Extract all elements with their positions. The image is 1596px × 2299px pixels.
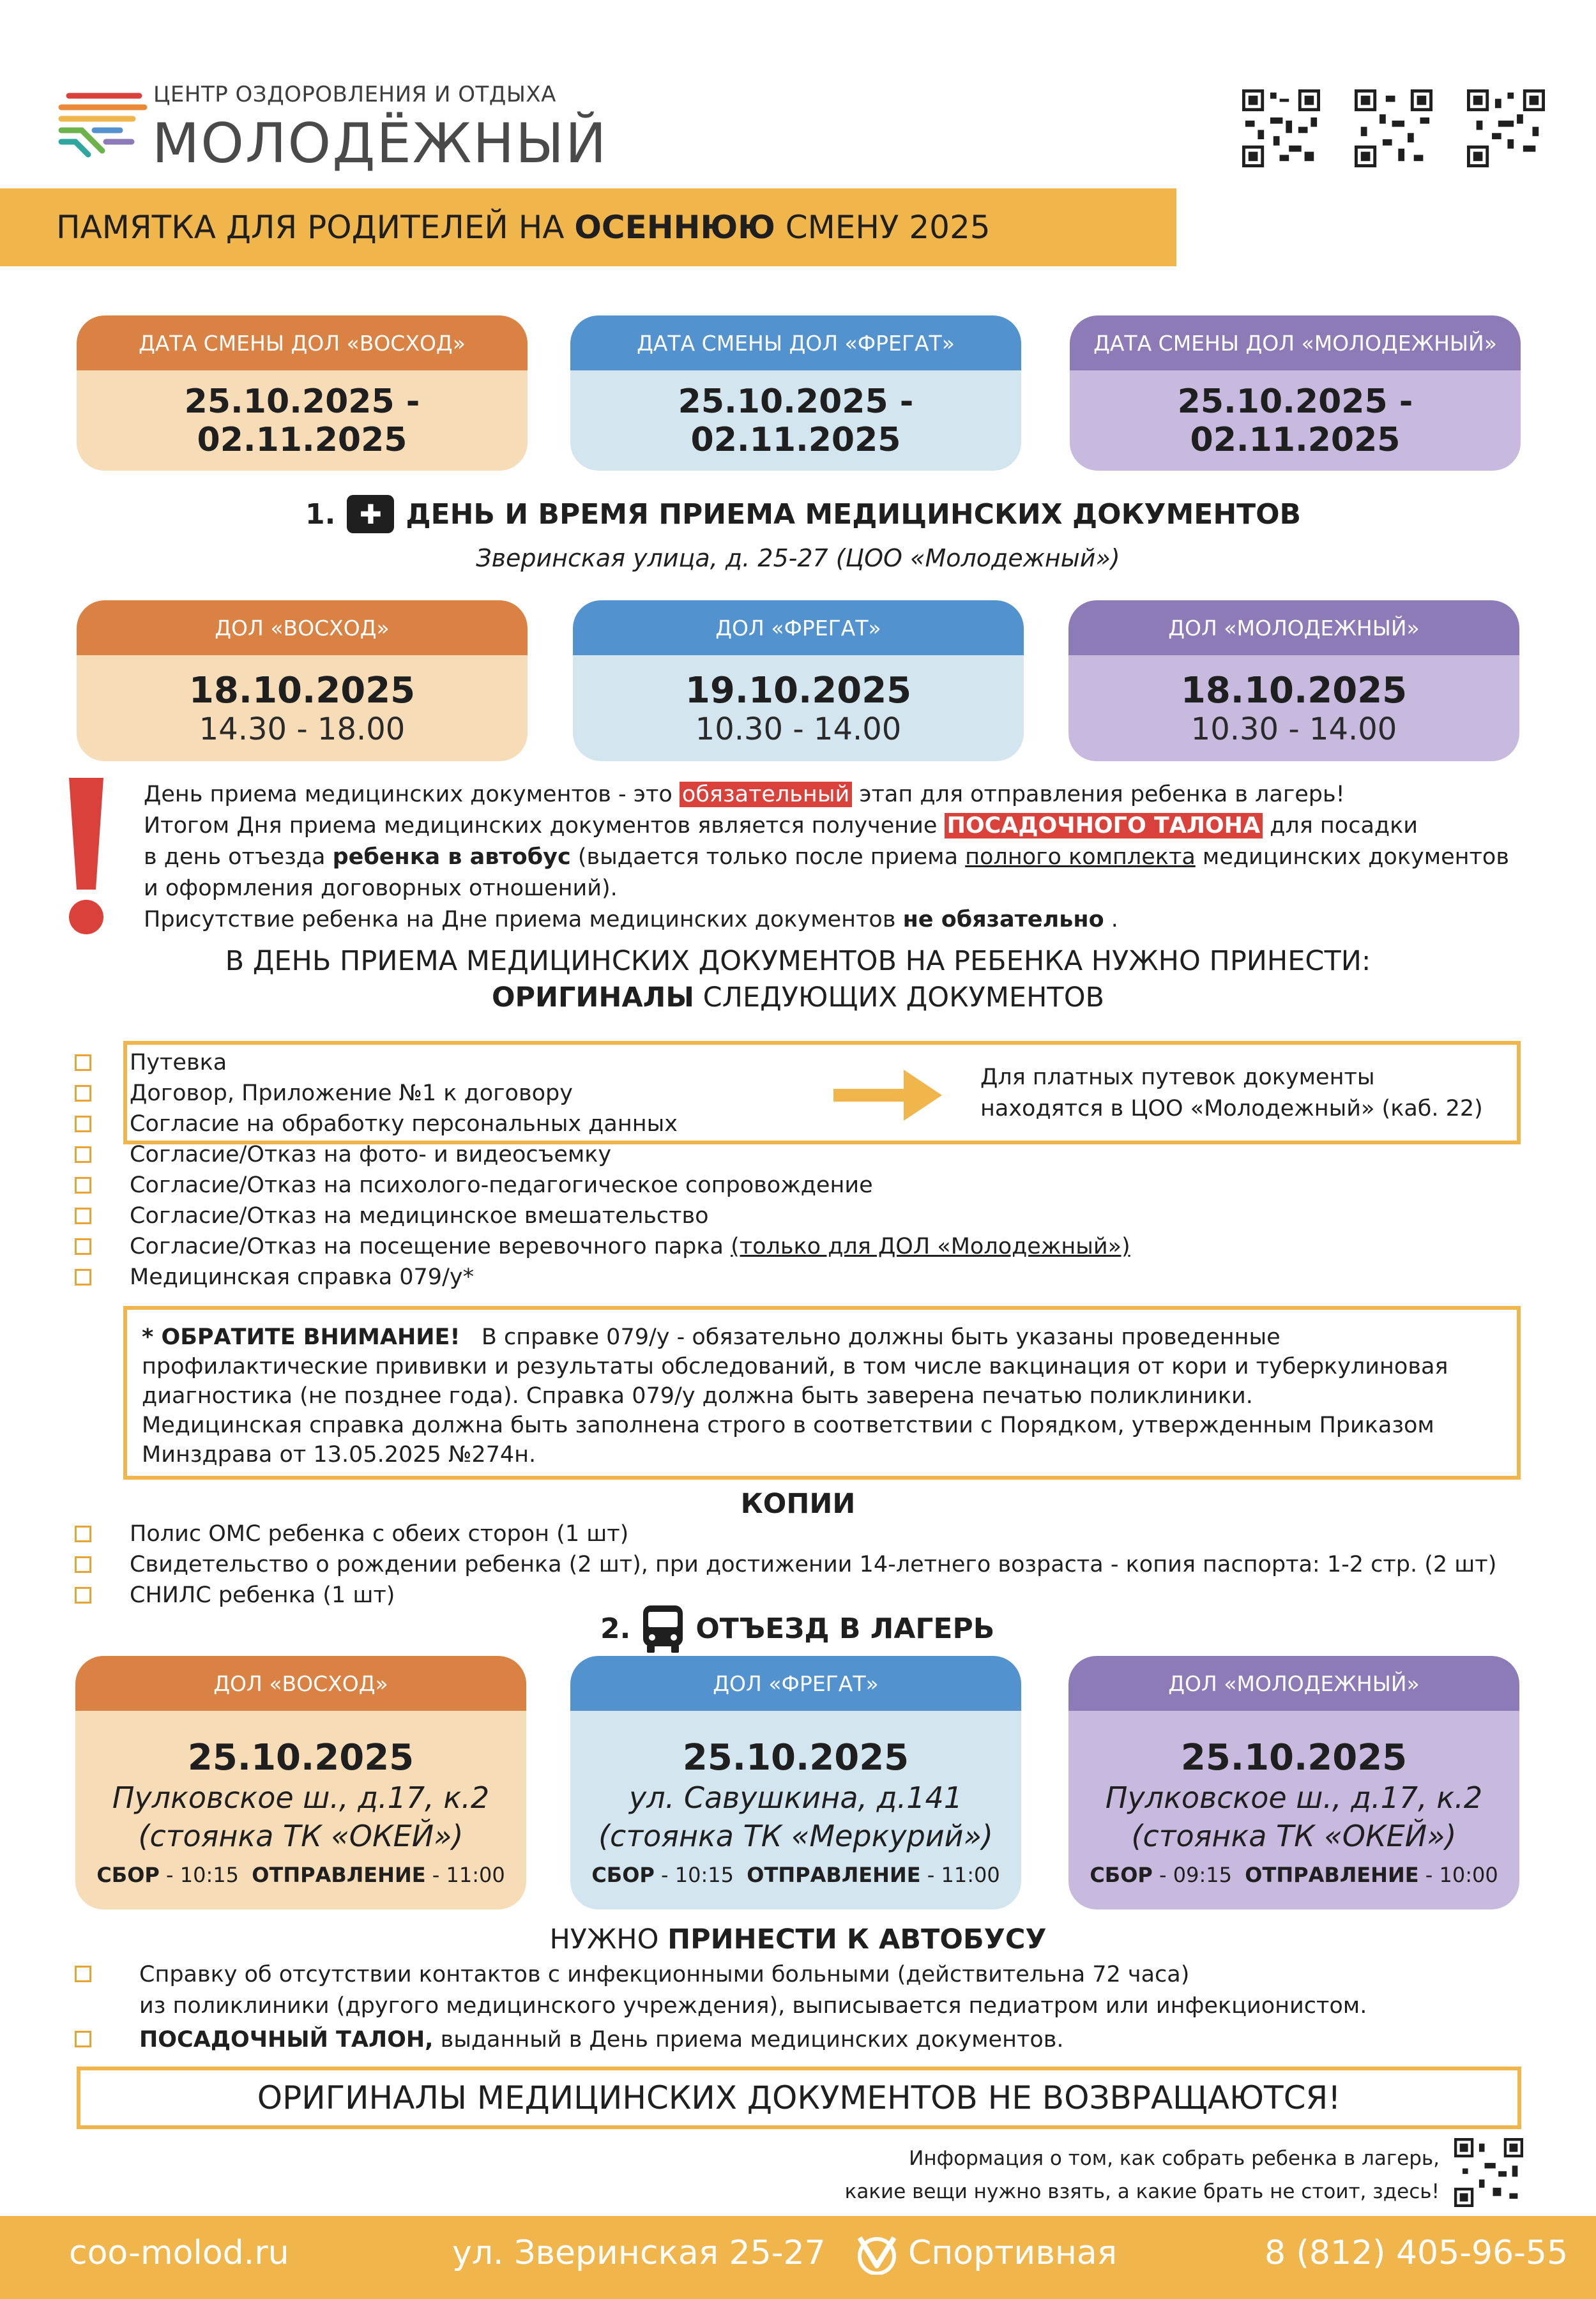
exclamation-icon bbox=[64, 778, 109, 934]
title-pre: ПАМЯТКА ДЛЯ РОДИТЕЛЕЙ НА bbox=[56, 209, 575, 246]
attention-text: В справке 079/у - обязательно должны быть указаны проведенные bbox=[481, 1324, 1281, 1350]
shift-card-voskhod bbox=[77, 315, 528, 471]
sbor-time: - 10:15 bbox=[159, 1863, 239, 1887]
departure-time: - 11:00 bbox=[920, 1863, 1000, 1887]
attention-line-5: Минздрава от 13.05.2025 №274н. bbox=[142, 1442, 536, 1468]
attention-line-3: диагностика (не позднее года). Справка 079/у должна быть заверена печатью поликлиники. bbox=[142, 1383, 1253, 1409]
metro-icon bbox=[855, 2235, 899, 2275]
notice-line-5 bbox=[144, 904, 1118, 936]
trip-card-address: ул. Савушкина, д.141 bbox=[628, 1780, 962, 1815]
checkbox[interactable] bbox=[75, 1587, 91, 1604]
bring-heading-1: В ДЕНЬ ПРИЕМА МЕДИЦИНСКИХ ДОКУМЕНТОВ НА РЕБЕНКА НУЖНО ПРИНЕСТИ: bbox=[225, 945, 1371, 977]
section2-number: 2. bbox=[600, 1612, 631, 1645]
trip-card-date: 25.10.2025 bbox=[187, 1737, 414, 1779]
list-item-label: Медицинская справка 079/у* bbox=[130, 1264, 475, 1290]
notice-highlight: обязательный bbox=[680, 782, 852, 807]
bring-heading-rest: СЛЕДУЮЩИХ ДОКУМЕНТОВ bbox=[694, 982, 1105, 1013]
notice-text: (выдается только после приема bbox=[570, 844, 966, 870]
notice-text: для посадки bbox=[1263, 813, 1418, 838]
med-card-time: 10.30 - 14.00 bbox=[695, 711, 902, 747]
section1-heading bbox=[305, 495, 1301, 533]
checkbox[interactable] bbox=[75, 2031, 91, 2047]
logo-title: МОЛОДЁЖНЫЙ bbox=[152, 112, 608, 176]
section2-title: ОТЪЕЗД В ЛАГЕРЬ bbox=[695, 1612, 995, 1645]
med-card-label: ДОЛ «ВОСХОД» bbox=[77, 600, 528, 655]
trip-card-molodezhny bbox=[1068, 1656, 1519, 1909]
trip-card-schedule bbox=[1090, 1863, 1498, 1887]
title-post: СМЕНУ 2025 bbox=[775, 209, 991, 246]
footer-address: ул. Зверинская 25-27 bbox=[452, 2234, 826, 2272]
shift-card-dates: 25.10.2025 - 02.11.2025 bbox=[184, 382, 420, 459]
trip-card-label: ДОЛ «МОЛОДЕЖНЫЙ» bbox=[1068, 1656, 1519, 1711]
med-card-fregat bbox=[573, 600, 1024, 761]
checkbox[interactable] bbox=[75, 1116, 91, 1132]
page-title bbox=[56, 209, 991, 246]
bus-icon bbox=[642, 1604, 684, 1653]
trip-card-label: ДОЛ «ФРЕГАТ» bbox=[570, 1656, 1021, 1711]
info-line-2: какие вещи нужно взять, а какие брать не стоит, здесь! bbox=[844, 2180, 1440, 2203]
list-item-label: Согласие/Отказ на посещение веревочного парка bbox=[130, 1234, 731, 1259]
bus-heading bbox=[0, 1923, 1596, 1955]
list-item-label: Путевка bbox=[130, 1050, 227, 1075]
list-item[interactable] bbox=[75, 1047, 1130, 1078]
bus-item-text: выданный в День приема медицинских документов. bbox=[433, 2027, 1064, 2052]
checkbox[interactable] bbox=[75, 1054, 91, 1071]
info-text bbox=[845, 2142, 1440, 2208]
section1-title: ДЕНЬ И ВРЕМЯ ПРИЕМА МЕДИЦИНСКИХ ДОКУМЕНТОВ bbox=[406, 497, 1302, 531]
sbor-label: СБОР bbox=[1090, 1863, 1153, 1887]
list-item-label: Согласие/Отказ на психолого-педагогическое сопровождение bbox=[130, 1172, 873, 1198]
bus-heading-pre: НУЖНО bbox=[549, 1923, 668, 1955]
notice-line-2 bbox=[144, 810, 1418, 842]
trip-card-fregat bbox=[570, 1656, 1021, 1909]
notice-bold: не обязательно bbox=[902, 907, 1104, 932]
checkbox[interactable] bbox=[75, 1966, 91, 1982]
bring-heading-2 bbox=[0, 982, 1596, 1013]
med-card-voskhod bbox=[77, 600, 528, 761]
list-item-label: Полис ОМС ребенка с обеих сторон (1 шт) bbox=[130, 1521, 629, 1547]
sbor-time: - 10:15 bbox=[654, 1863, 734, 1887]
list-item[interactable] bbox=[75, 1231, 1130, 1262]
shift-card-dates: 25.10.2025 - 02.11.2025 bbox=[1177, 382, 1413, 459]
shift-card-fregat bbox=[570, 315, 1021, 471]
list-item[interactable] bbox=[75, 1549, 1496, 1580]
sbor-label: СБОР bbox=[591, 1863, 655, 1887]
logo-icon bbox=[56, 88, 152, 165]
checkbox[interactable] bbox=[75, 1269, 91, 1286]
shift-card-molodezhny bbox=[1070, 315, 1521, 471]
footer-site-link[interactable]: coo-molod.ru bbox=[69, 2234, 289, 2272]
notice-highlight: ПОСАДОЧНОГО ТАЛОНА bbox=[945, 813, 1263, 838]
trip-card-voskhod bbox=[75, 1656, 526, 1909]
checkbox[interactable] bbox=[75, 1146, 91, 1163]
final-notice-box bbox=[77, 2067, 1521, 2129]
rope-park-note: (только для ДОЛ «Молодежный») bbox=[731, 1234, 1130, 1259]
copies-title: КОПИИ bbox=[740, 1488, 856, 1520]
footer-metro: Спортивная bbox=[908, 2234, 1118, 2272]
checkbox[interactable] bbox=[75, 1085, 91, 1102]
notice-text: Присутствие ребенка на Дне приема медицинских документов bbox=[144, 907, 903, 932]
notice-text: этап для отправления ребенка в лагерь! bbox=[852, 782, 1345, 807]
med-card-label: ДОЛ «ФРЕГАТ» bbox=[573, 600, 1024, 655]
list-item-label: Свидетельство о рождении ребенка (2 шт), при достижении 14-летнего возраста - копия паспорта: 1-2 стр. (2 шт) bbox=[130, 1552, 1497, 1577]
bring-heading-bold: ОРИГИНАЛЫ bbox=[491, 982, 694, 1013]
departure-label: ОТПРАВЛЕНИЕ bbox=[747, 1863, 921, 1887]
list-item-label: СНИЛС ребенка (1 шт) bbox=[130, 1582, 395, 1608]
info-line-1: Информация о том, как собрать ребенка в лагерь, bbox=[909, 2147, 1440, 2170]
list-item-label: Согласие/Отказ на фото- и видеосъемку bbox=[130, 1142, 612, 1167]
med-card-date: 19.10.2025 bbox=[685, 669, 912, 711]
bus-item-2 bbox=[139, 2024, 1064, 2056]
list-item[interactable] bbox=[75, 1519, 1496, 1549]
trip-card-date: 25.10.2025 bbox=[1180, 1737, 1408, 1779]
qr-code[interactable] bbox=[1242, 89, 1320, 167]
notice-text: Итогом Дня приема медицинских документов является получение bbox=[144, 813, 945, 838]
list-item-label: Согласие/Отказ на медицинское вмешательство bbox=[130, 1203, 709, 1229]
section1-number: 1. bbox=[305, 497, 336, 531]
trip-card-parking: (стоянка ТК «Меркурий») bbox=[598, 1819, 993, 1853]
departure-time: - 10:00 bbox=[1418, 1863, 1498, 1887]
shift-card-dates: 25.10.2025 - 02.11.2025 bbox=[678, 382, 914, 459]
checkbox[interactable] bbox=[75, 1556, 91, 1573]
footer-phone[interactable]: 8 (812) 405-96-55 bbox=[1265, 2234, 1569, 2272]
checkbox[interactable] bbox=[75, 1208, 91, 1224]
list-item[interactable] bbox=[75, 1262, 1130, 1293]
page-title-bar bbox=[0, 188, 1176, 266]
bus-heading-bold: ПРИНЕСТИ К АВТОБУСУ bbox=[667, 1923, 1047, 1955]
shift-card-label: ДАТА СМЕНЫ ДОЛ «МОЛОДЕЖНЫЙ» bbox=[1070, 315, 1521, 370]
bus-item-bold: ПОСАДОЧНЫЙ ТАЛОН, bbox=[139, 2027, 434, 2052]
list-item-label: Договор, Приложение №1 к договору bbox=[130, 1081, 573, 1106]
departure-time: - 11:00 bbox=[425, 1863, 505, 1887]
shift-card-label: ДАТА СМЕНЫ ДОЛ «ВОСХОД» bbox=[77, 315, 528, 370]
notice-text: . bbox=[1104, 907, 1118, 932]
checkbox[interactable] bbox=[75, 1177, 91, 1194]
qr-code[interactable] bbox=[1355, 89, 1433, 167]
notice-text: в день отъезда bbox=[144, 844, 333, 870]
sbor-label: СБОР bbox=[96, 1863, 160, 1887]
trip-card-schedule bbox=[96, 1863, 505, 1887]
list-item[interactable] bbox=[75, 1139, 1130, 1170]
list-item[interactable] bbox=[75, 1078, 1130, 1109]
notice-line-4: и оформления договорных отношений). bbox=[144, 876, 618, 901]
qr-code[interactable] bbox=[1454, 2138, 1523, 2207]
med-card-date: 18.10.2025 bbox=[1180, 669, 1408, 711]
notice-bold: ребенка в автобус bbox=[332, 844, 571, 870]
bus-item-1-line-1: Справку об отсутствии контактов с инфекционными больными (действительна 72 часа) bbox=[139, 1962, 1190, 1987]
bus-item-1-line-2: из поликлиники (другого медицинского учреждения), выписывается педиатром или инфекционистом. bbox=[139, 1993, 1367, 2019]
notice-text: медицинских документов bbox=[1195, 844, 1509, 870]
departure-label: ОТПРАВЛЕНИЕ bbox=[1245, 1863, 1419, 1887]
trip-card-date: 25.10.2025 bbox=[682, 1737, 909, 1779]
notice-underline: полного комплекта bbox=[965, 844, 1196, 870]
trip-card-parking: (стоянка ТК «ОКЕЙ») bbox=[1131, 1819, 1457, 1853]
trip-card-parking: (стоянка ТК «ОКЕЙ») bbox=[138, 1819, 464, 1853]
med-card-time: 10.30 - 14.00 bbox=[1190, 711, 1397, 747]
paid-note-line-1: Для платных путевок документы bbox=[980, 1065, 1375, 1090]
med-card-label: ДОЛ «МОЛОДЕЖНЫЙ» bbox=[1068, 600, 1519, 655]
trip-card-address: Пулковское ш., д.17, к.2 bbox=[112, 1780, 490, 1815]
list-item-label: Согласие на обработку персональных данных bbox=[130, 1111, 678, 1137]
shift-card-label: ДАТА СМЕНЫ ДОЛ «ФРЕГАТ» bbox=[570, 315, 1021, 370]
attention-heading: * ОБРАТИТЕ ВНИМАНИЕ! bbox=[142, 1324, 460, 1350]
qr-code[interactable] bbox=[1467, 89, 1545, 167]
attention-line-1 bbox=[142, 1322, 1281, 1353]
trip-card-address: Пулковское ш., д.17, к.2 bbox=[1105, 1780, 1483, 1815]
final-notice: ОРИГИНАЛЫ МЕДИЦИНСКИХ ДОКУМЕНТОВ НЕ ВОЗВРАЩАЮТСЯ! bbox=[257, 2079, 1341, 2116]
med-card-date: 18.10.2025 bbox=[188, 669, 416, 711]
originals-list bbox=[75, 1047, 1130, 1293]
med-card-molodezhny bbox=[1068, 600, 1519, 761]
copies-list bbox=[75, 1519, 1496, 1611]
attention-line-4: Медицинская справка должна быть заполнена строго в соответствии с Порядком, утвержденным Приказом bbox=[142, 1413, 1434, 1438]
notice-line-3 bbox=[144, 842, 1509, 873]
list-item[interactable] bbox=[75, 1109, 1130, 1139]
section2-heading bbox=[600, 1604, 994, 1653]
trip-card-label: ДОЛ «ВОСХОД» bbox=[75, 1656, 526, 1711]
medical-kit-icon: ✚ bbox=[347, 495, 394, 533]
departure-label: ОТПРАВЛЕНИЕ bbox=[252, 1863, 426, 1887]
paid-note-line-2: находятся в ЦОО «Молодежный» (каб. 22) bbox=[980, 1096, 1483, 1121]
title-bold: ОСЕННЮЮ bbox=[574, 209, 775, 246]
sbor-time: - 09:15 bbox=[1152, 1863, 1232, 1887]
logo-subtitle: ЦЕНТР ОЗДОРОВЛЕНИЯ И ОТДЫХА bbox=[153, 82, 556, 107]
notice-line-1 bbox=[144, 779, 1345, 810]
checkbox[interactable] bbox=[75, 1526, 91, 1542]
attention-line-2: профилактические прививки и результаты обследований, в том числе вакцинация от кори и туберкулиновая bbox=[142, 1354, 1448, 1379]
notice-text: День приема медицинских документов - это bbox=[144, 782, 680, 807]
list-item[interactable] bbox=[75, 1170, 1130, 1201]
med-card-time: 14.30 - 18.00 bbox=[199, 711, 406, 747]
checkbox[interactable] bbox=[75, 1238, 91, 1255]
list-item[interactable] bbox=[75, 1201, 1130, 1231]
trip-card-schedule bbox=[591, 1863, 999, 1887]
section1-address: Зверинская улица, д. 25-27 (ЦОО «Молодежный») bbox=[476, 544, 1120, 572]
